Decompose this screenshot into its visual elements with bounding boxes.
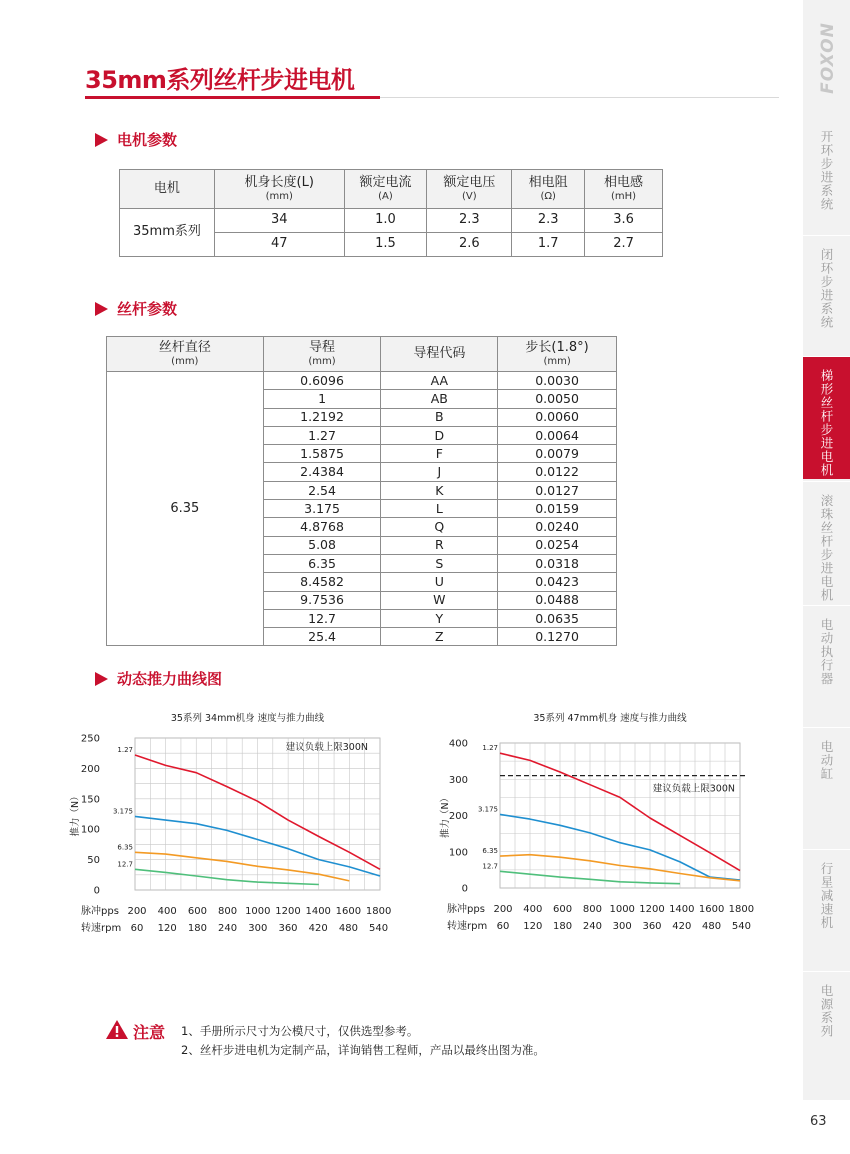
table-cell: 4.8768 [263, 518, 381, 536]
title-underline [85, 96, 380, 99]
table-cell: 12.7 [263, 609, 381, 627]
header-voltage-label: 额定电压 [443, 175, 496, 191]
x-pps-tick: 1800 [365, 906, 392, 917]
section-motor-params [95, 129, 177, 150]
table-cell: AA [381, 372, 498, 390]
y-axis-label: 推力（N） [70, 791, 81, 837]
triangle-icon [95, 672, 108, 686]
x-pps-tick: 800 [582, 904, 602, 915]
series-label: 12.7 [117, 860, 133, 869]
x-rpm-tick: 60 [130, 923, 144, 934]
x-pps-tick: 1000 [245, 906, 271, 917]
series-label: 6.35 [117, 843, 133, 852]
table-cell: 0.0122 [498, 463, 617, 481]
sidebar-item-label: 行星减速机 [819, 862, 834, 930]
x-rpm-tick: 360 [278, 923, 298, 934]
sidebar-item-3[interactable] [803, 482, 850, 603]
x-rpm-label: 转速rpm [447, 921, 488, 932]
table-cell: 9.7536 [263, 591, 381, 609]
table-cell: 0.0423 [498, 573, 617, 591]
table-cell: R [381, 536, 498, 554]
table-cell: S [381, 554, 498, 572]
sidebar-item-label: 闭环步进系统 [819, 248, 834, 329]
header-diameter-unit: (mm) [171, 355, 199, 367]
sidebar-item-1[interactable] [803, 236, 850, 354]
y-tick-label: 150 [80, 794, 100, 806]
header-lead-code: 导程代码 [381, 337, 498, 372]
x-rpm-tick: 480 [702, 921, 722, 932]
chart-title: 35系列 34mm机身 速度与推力曲线 [170, 713, 325, 724]
header-voltage-unit: (V) [461, 190, 477, 202]
x-rpm-tick: 240 [582, 921, 602, 932]
x-pps-tick: 400 [157, 906, 177, 917]
table-cell: 2.54 [263, 481, 381, 499]
x-pps-tick: 1000 [609, 904, 635, 915]
table-cell: 34 [214, 209, 344, 233]
sidebar-item-7[interactable] [803, 972, 850, 1097]
x-rpm-tick: 420 [308, 923, 328, 934]
header-current [344, 170, 427, 209]
table-cell: 2.3 [427, 209, 512, 233]
brand-logo [803, 8, 850, 108]
x-rpm-label: 转速rpm [81, 923, 122, 934]
table-cell: 1.27 [263, 426, 381, 444]
triangle-icon [95, 133, 108, 147]
table-cell: 47 [214, 233, 344, 257]
series-label: 12.7 [482, 862, 498, 871]
motor-series-cell: 35mm系列 [120, 209, 215, 257]
logo-text: FOXON [818, 22, 838, 94]
table-cell: W [381, 591, 498, 609]
table-cell: 0.0050 [498, 390, 617, 408]
header-diameter [107, 337, 264, 372]
table-row [120, 209, 663, 233]
triangle-icon [95, 302, 108, 316]
table-cell: 0.6096 [263, 372, 381, 390]
x-pps-tick: 1800 [728, 904, 755, 915]
sidebar-item-label: 电源系列 [819, 984, 834, 1038]
x-rpm-tick: 300 [612, 921, 632, 932]
table-cell: B [381, 408, 498, 426]
y-tick-label: 250 [80, 733, 100, 745]
x-pps-tick: 800 [218, 906, 238, 917]
table-cell: K [381, 481, 498, 499]
y-tick-label: 0 [461, 883, 468, 895]
table-cell: 1 [263, 390, 381, 408]
y-tick-label: 100 [80, 824, 100, 836]
table-cell: 8.4582 [263, 573, 381, 591]
x-rpm-tick: 120 [523, 921, 543, 932]
table-cell: 2.3 [512, 209, 585, 233]
x-rpm-tick: 300 [248, 923, 268, 934]
x-pps-tick: 400 [523, 904, 543, 915]
x-rpm-tick: 420 [672, 921, 692, 932]
table-cell: AB [381, 390, 498, 408]
header-inductance-unit: (mH) [611, 190, 637, 202]
motor-table-header [120, 170, 663, 209]
screw-diameter-cell: 6.35 [107, 372, 264, 646]
table-cell: 0.0240 [498, 518, 617, 536]
sidebar-item-label: 梯形丝杆步进电机 [819, 369, 834, 477]
table-cell: 0.0488 [498, 591, 617, 609]
screw-table-header [107, 337, 617, 372]
sidebar-item-6[interactable] [803, 850, 850, 969]
table-cell: F [381, 445, 498, 463]
header-voltage [427, 170, 512, 209]
sidebar-item-label: 开环步进系统 [819, 130, 834, 211]
series-label: 1.27 [482, 744, 498, 753]
section-screw-params [95, 298, 177, 319]
table-cell: Y [381, 609, 498, 627]
y-tick-label: 200 [80, 763, 100, 775]
header-current-label: 额定电流 [359, 175, 412, 191]
table-cell: 2.7 [585, 233, 663, 257]
header-inductance [585, 170, 663, 209]
table-cell: 5.08 [263, 536, 381, 554]
thrust-chart-47mm [430, 705, 775, 940]
motor-params-table [119, 169, 663, 257]
x-rpm-tick: 180 [553, 921, 573, 932]
header-resistance [512, 170, 585, 209]
header-inductance-label: 相电感 [604, 175, 644, 191]
x-rpm-tick: 480 [338, 923, 358, 934]
y-tick-label: 100 [448, 847, 468, 859]
sidebar-item-0[interactable] [803, 118, 850, 233]
x-pps-label: 脉冲pps [447, 904, 485, 915]
header-step-unit: (mm) [543, 355, 571, 367]
table-cell: J [381, 463, 498, 481]
header-lead [263, 337, 381, 372]
table-row [107, 372, 617, 390]
series-label: 1.27 [117, 746, 133, 755]
sidebar-item-4[interactable] [803, 606, 850, 725]
warning-icon [105, 1019, 129, 1040]
table-cell: 0.1270 [498, 628, 617, 646]
x-rpm-tick: 540 [731, 921, 751, 932]
table-cell: 6.35 [263, 554, 381, 572]
load-limit-annotation: 建议负载上限300N [652, 783, 735, 795]
table-cell: 1.7 [512, 233, 585, 257]
table-cell: 1.2192 [263, 408, 381, 426]
sidebar-item-2[interactable] [803, 357, 850, 479]
table-cell: Z [381, 628, 498, 646]
x-rpm-tick: 120 [157, 923, 177, 934]
thrust-chart-34mm [60, 705, 405, 940]
section-thrust-curves [95, 668, 222, 689]
x-rpm-tick: 180 [187, 923, 207, 934]
header-resistance-label: 相电阻 [528, 175, 568, 191]
x-pps-tick: 1600 [698, 904, 725, 915]
x-pps-label: 脉冲pps [81, 906, 119, 917]
header-motor: 电机 [120, 170, 215, 209]
header-resistance-unit: (Ω) [540, 190, 556, 202]
table-cell: 0.0079 [498, 445, 617, 463]
section-screw-label: 丝杆参数 [117, 300, 178, 318]
table-cell: Q [381, 518, 498, 536]
x-pps-tick: 1400 [305, 906, 331, 917]
y-tick-label: 400 [448, 738, 468, 750]
table-cell: 1.0 [344, 209, 427, 233]
note-line-2: 2、丝杆步进电机为定制产品，详询销售工程师，产品以最终出图为准。 [181, 1043, 545, 1057]
screw-params-table [106, 336, 617, 646]
sidebar-item-5[interactable] [803, 728, 850, 847]
x-pps-tick: 600 [187, 906, 207, 917]
header-lead-unit: (mm) [308, 355, 336, 367]
table-cell: L [381, 500, 498, 518]
series-label: 3.175 [477, 805, 498, 814]
series-label: 3.175 [112, 807, 133, 816]
y-tick-label: 300 [448, 774, 468, 786]
header-lead-label: 导程 [309, 340, 336, 356]
section-curves-label: 动态推力曲线图 [117, 670, 223, 688]
table-cell: 0.0127 [498, 481, 617, 499]
x-pps-tick: 1600 [335, 906, 362, 917]
table-cell: 1.5 [344, 233, 427, 257]
table-cell: 0.0159 [498, 500, 617, 518]
table-cell: 2.4384 [263, 463, 381, 481]
x-pps-tick: 1200 [639, 904, 665, 915]
table-cell: 0.0060 [498, 408, 617, 426]
table-cell: 2.6 [427, 233, 512, 257]
x-pps-tick: 200 [493, 904, 513, 915]
page-number: 63 [810, 1114, 827, 1129]
x-pps-tick: 1200 [275, 906, 301, 917]
sidebar-item-label: 电动执行器 [819, 618, 834, 686]
sidebar-item-label: 滚珠丝杆步进电机 [819, 494, 834, 602]
table-cell: 3.6 [585, 209, 663, 233]
header-step [498, 337, 617, 372]
y-axis-label: 推力（N） [440, 792, 451, 839]
table-cell: 3.175 [263, 500, 381, 518]
chart-title: 35系列 47mm机身 速度与推力曲线 [533, 713, 687, 724]
page-title: 35mm系列丝杆步进电机 [85, 66, 355, 94]
table-cell: 0.0635 [498, 609, 617, 627]
sidebar-item-label: 电动缸 [819, 740, 834, 781]
note-line-1: 1、手册所示尺寸为公模尺寸，仅供选型参考。 [181, 1024, 419, 1038]
header-diameter-label: 丝杆直径 [158, 340, 211, 356]
table-cell: U [381, 573, 498, 591]
x-pps-tick: 600 [553, 904, 573, 915]
header-step-label: 步长(1.8°) [525, 340, 589, 356]
table-cell: 0.0064 [498, 426, 617, 444]
notes-label: 注意 [133, 1023, 166, 1042]
header-length-unit: (mm) [265, 190, 293, 202]
x-pps-tick: 1400 [669, 904, 695, 915]
x-rpm-tick: 60 [496, 921, 510, 932]
y-tick-label: 200 [448, 811, 468, 822]
x-rpm-tick: 240 [218, 923, 238, 934]
y-tick-label: 50 [87, 855, 100, 867]
header-length [214, 170, 344, 209]
table-cell: 0.0318 [498, 554, 617, 572]
header-length-label: 机身长度(L) [244, 175, 314, 191]
table-cell: D [381, 426, 498, 444]
load-limit-annotation: 建议负载上限300N [285, 742, 368, 753]
series-label: 6.35 [482, 847, 498, 856]
table-cell: 0.0030 [498, 372, 617, 390]
y-tick-label: 0 [93, 885, 100, 897]
table-cell: 25.4 [263, 628, 381, 646]
header-current-unit: (A) [378, 190, 393, 202]
table-cell: 1.5875 [263, 445, 381, 463]
x-pps-tick: 200 [127, 906, 147, 917]
section-motor-label: 电机参数 [117, 131, 178, 149]
table-cell: 0.0254 [498, 536, 617, 554]
x-rpm-tick: 360 [642, 921, 662, 932]
x-rpm-tick: 540 [369, 923, 389, 934]
